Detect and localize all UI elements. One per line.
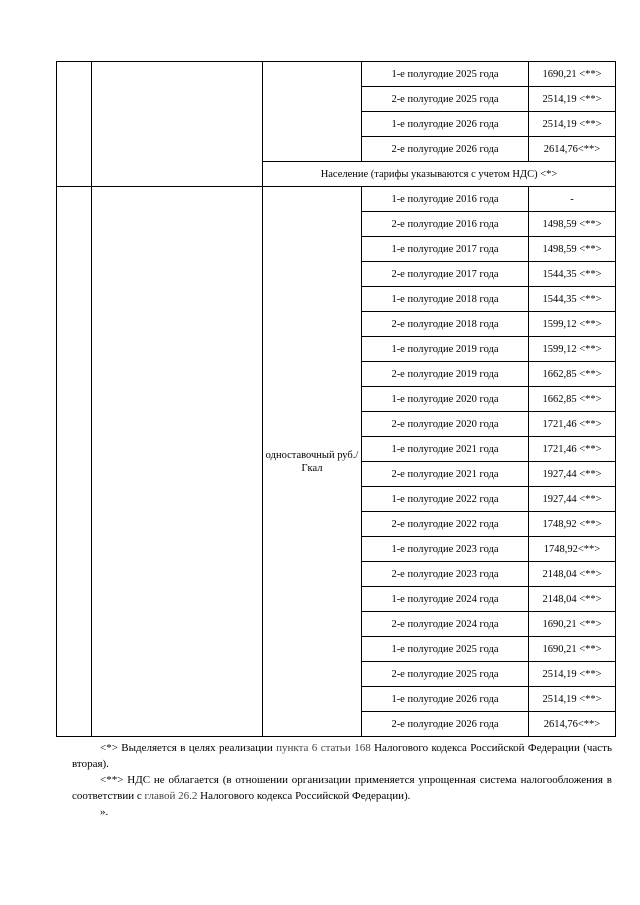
- tariff-value-cell: 1544,35 <**>: [529, 287, 616, 312]
- period-cell: 2-е полугодие 2016 года: [362, 212, 529, 237]
- tariff-value-cell: -: [529, 187, 616, 212]
- period-cell: 1-е полугодие 2025 года: [362, 62, 529, 87]
- period-cell: 1-е полугодие 2022 года: [362, 487, 529, 512]
- tariff-value-cell: 1721,46 <**>: [529, 412, 616, 437]
- tariff-table: [56, 61, 616, 737]
- period-cell: 1-е полугодие 2025 года: [362, 637, 529, 662]
- section-header: Население (тарифы указываются с учетом НДС) <*>: [263, 162, 616, 187]
- period-cell: 1-е полугодие 2019 года: [362, 337, 529, 362]
- tariff-value-cell: 2614,76<**>: [529, 712, 616, 737]
- period-cell: 2-е полугодие 2020 года: [362, 412, 529, 437]
- empty-column-cell: [57, 187, 92, 737]
- tariff-value-cell: 1721,46 <**>: [529, 437, 616, 462]
- tariff-value-cell: 1662,85 <**>: [529, 362, 616, 387]
- period-cell: 2-е полугодие 2025 года: [362, 87, 529, 112]
- tariff-value-cell: 2514,19 <**>: [529, 662, 616, 687]
- period-cell: 1-е полугодие 2021 года: [362, 437, 529, 462]
- period-cell: 2-е полугодие 2021 года: [362, 462, 529, 487]
- tariff-value-cell: 1662,85 <**>: [529, 387, 616, 412]
- period-cell: 2-е полугодие 2025 года: [362, 662, 529, 687]
- period-cell: 1-е полугодие 2026 года: [362, 112, 529, 137]
- period-cell: 1-е полугодие 2017 года: [362, 237, 529, 262]
- period-cell: 2-е полугодие 2022 года: [362, 512, 529, 537]
- tariff-value-cell: 2514,19 <**>: [529, 87, 616, 112]
- tariff-value-cell: 1544,35 <**>: [529, 262, 616, 287]
- tariff-value-cell: 2614,76<**>: [529, 137, 616, 162]
- tariff-value-cell: 1748,92<**>: [529, 537, 616, 562]
- period-cell: 1-е полугодие 2026 года: [362, 687, 529, 712]
- tariff-value-cell: 1690,21 <**>: [529, 637, 616, 662]
- tariff-table-body: [57, 62, 616, 737]
- tariff-value-cell: 1927,44 <**>: [529, 462, 616, 487]
- tariff-value-cell: 1599,12 <**>: [529, 337, 616, 362]
- footnote-1-law-link[interactable]: пункта 6 статьи 168: [276, 742, 371, 754]
- period-cell: 1-е полугодие 2023 года: [362, 537, 529, 562]
- period-cell: 2-е полугодие 2017 года: [362, 262, 529, 287]
- tariff-type-cell: одноставочный руб./Гкал: [263, 187, 362, 737]
- tariff-value-cell: 1498,59 <**>: [529, 237, 616, 262]
- footnote-2-law-link[interactable]: главой 26.2: [144, 790, 198, 802]
- tariff-value-cell: 1690,21 <**>: [529, 612, 616, 637]
- empty-column-cell: [57, 62, 92, 187]
- footnote-2-text: <**> НДС не облагается (в отношении организации применяется упрощенная система налогообложения в соответствии с: [72, 774, 612, 802]
- footnotes: [72, 740, 612, 820]
- period-cell: 2-е полугодие 2019 года: [362, 362, 529, 387]
- period-cell: 2-е полугодие 2023 года: [362, 562, 529, 587]
- table-row: [57, 62, 616, 87]
- tariff-value-cell: 1748,92 <**>: [529, 512, 616, 537]
- footnote-1-text: <*> Выделяется в целях реализации: [100, 742, 277, 754]
- footnote-2-text-end: Налогового кодекса Российской Федерации).: [197, 790, 411, 802]
- tariff-value-cell: 2148,04 <**>: [529, 562, 616, 587]
- period-cell: 2-е полугодие 2024 года: [362, 612, 529, 637]
- period-cell: 2-е полугодие 2026 года: [362, 137, 529, 162]
- footnote-2: [72, 772, 612, 804]
- empty-type-cell: [263, 62, 362, 162]
- tariff-value-cell: 1927,44 <**>: [529, 487, 616, 512]
- footnote-1: [72, 740, 612, 772]
- tariff-value-cell: 2514,19 <**>: [529, 687, 616, 712]
- period-cell: 1-е полугодие 2020 года: [362, 387, 529, 412]
- tariff-value-cell: 1690,21 <**>: [529, 62, 616, 87]
- period-cell: 1-е полугодие 2024 года: [362, 587, 529, 612]
- period-cell: 2-е полугодие 2018 года: [362, 312, 529, 337]
- empty-column-cell: [92, 62, 263, 187]
- closing-quote: ».: [100, 806, 109, 818]
- tariff-value-cell: 2514,19 <**>: [529, 112, 616, 137]
- period-cell: 2-е полугодие 2026 года: [362, 712, 529, 737]
- tariff-value-cell: 2148,04 <**>: [529, 587, 616, 612]
- tariff-value-cell: 1498,59 <**>: [529, 212, 616, 237]
- period-cell: 1-е полугодие 2018 года: [362, 287, 529, 312]
- footnote-1-text-end: Налогового кодекса Российской Федерации (часть вторая).: [72, 742, 613, 770]
- empty-column-cell: [92, 187, 263, 737]
- period-cell: 1-е полугодие 2016 года: [362, 187, 529, 212]
- tariff-value-cell: 1599,12 <**>: [529, 312, 616, 337]
- table-row: [57, 187, 616, 212]
